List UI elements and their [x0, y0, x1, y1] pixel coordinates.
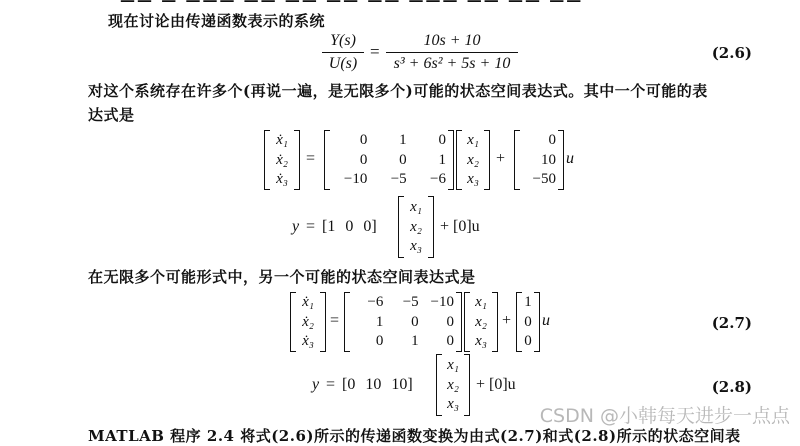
output-y: y	[312, 376, 320, 393]
a31: 0	[375, 332, 384, 349]
plus-sign: +	[502, 312, 512, 329]
xdot-vector-2	[290, 292, 326, 352]
eq28-number: (2.8)	[711, 378, 752, 396]
equals-sign: =	[306, 150, 316, 167]
x2: x₂	[447, 376, 459, 393]
a13: −10	[430, 294, 454, 311]
xdot1: ẋ₁	[276, 132, 288, 149]
bracket-right	[534, 292, 540, 352]
x3: x₃	[410, 238, 422, 255]
bracket-right	[448, 130, 454, 190]
x3: x₃	[447, 396, 459, 413]
equals-sign: =	[306, 218, 316, 235]
x1: x₁	[467, 132, 479, 149]
output-y: y	[292, 218, 300, 235]
equals-sign: =	[330, 312, 340, 329]
b2: 10	[541, 151, 556, 168]
b3: 0	[524, 332, 532, 349]
a22: 0	[411, 313, 419, 330]
x3: x₃	[475, 332, 487, 349]
fraction-bar	[386, 52, 518, 53]
feedthrough-term-2: + [0]u	[476, 376, 516, 393]
matrix-A-1	[324, 130, 454, 190]
bracket-left	[436, 354, 442, 416]
matrix-C-2: [0 10 10]	[342, 376, 413, 393]
a12: 1	[399, 132, 407, 149]
paragraph-1-line-2: 达式是	[88, 106, 135, 124]
intro-text: 现在讨论由传递函数表示的系统	[108, 12, 326, 30]
csdn-watermark: CSDN @小韩每天进步一点点	[539, 405, 790, 427]
bracket-left	[290, 292, 296, 352]
b1: 1	[524, 294, 532, 311]
a31: −10	[343, 170, 368, 187]
eq26-rhs-numerator: 10s + 10	[423, 32, 481, 49]
x-vector-2	[464, 292, 498, 352]
feedthrough-term-1: + [0]u	[440, 218, 480, 235]
a12: −5	[402, 294, 419, 311]
bracket-right	[484, 130, 490, 190]
eq26-lhs-denominator: U(s)	[328, 55, 358, 72]
cropped-top-line	[120, 0, 680, 3]
xdot-vector-1	[264, 130, 300, 190]
x1: x₁	[410, 198, 422, 215]
x3: x₃	[467, 170, 479, 187]
bottom-paragraph: MATLAB 程序 2.4 将式(2.6)所示的传递函数变换为由式(2.7)和式(2.8)所示的状态空间表	[88, 427, 741, 445]
a11: −6	[367, 294, 384, 311]
x-vector-2b	[436, 354, 470, 416]
bracket-right	[428, 196, 434, 258]
bracket-right	[294, 130, 300, 190]
bracket-right	[320, 292, 326, 352]
input-u: u	[566, 150, 574, 167]
equals-sign: =	[326, 376, 336, 393]
bracket-left	[264, 130, 270, 190]
equals-sign: =	[370, 42, 380, 61]
eq26-lhs-fraction	[322, 32, 364, 73]
bracket-left	[324, 130, 330, 190]
a11: 0	[359, 132, 368, 149]
plus-sign: +	[496, 150, 506, 167]
eq27-number: (2.7)	[711, 314, 752, 332]
paragraph-1-line-1: 对这个系统存在许多个(再说一遍，是无限多个)可能的状态空间表达式。其中一个可能的表	[88, 82, 708, 100]
x2: x₂	[467, 151, 479, 168]
bracket-left	[514, 130, 520, 190]
xdot2: ẋ₂	[302, 313, 314, 330]
bracket-left	[398, 196, 404, 258]
eq26-lhs-numerator: Y(s)	[330, 32, 356, 49]
a13: 0	[438, 132, 446, 149]
x2: x₂	[475, 313, 487, 330]
fraction-bar	[322, 52, 364, 53]
x-vector-1b	[398, 196, 434, 258]
b3: −50	[532, 170, 556, 187]
a33: −6	[430, 170, 446, 187]
input-u: u	[542, 312, 550, 329]
xdot1: ẋ₁	[302, 294, 314, 311]
x-vector-1	[456, 130, 490, 190]
bracket-right	[558, 130, 564, 190]
bracket-right	[456, 292, 462, 352]
eq26-number: (2.6)	[711, 44, 752, 62]
b1: 0	[548, 132, 556, 149]
bracket-right	[492, 292, 498, 352]
a23: 1	[438, 151, 446, 168]
matrix-A-2	[344, 292, 462, 352]
x1: x₁	[475, 294, 487, 311]
xdot3: ẋ₃	[302, 332, 314, 349]
paragraph-2: 在无限多个可能形式中，另一个可能的状态空间表达式是	[88, 268, 476, 286]
eq26-rhs-denominator: s³ + 6s² + 5s + 10	[393, 55, 511, 72]
matrix-C-1: [1 0 0]	[322, 218, 377, 235]
bracket-left	[456, 130, 462, 190]
bracket-left	[464, 292, 470, 352]
vector-B-1	[514, 130, 564, 190]
bracket-left	[344, 292, 350, 352]
a22: 0	[399, 151, 407, 168]
eq26-rhs-fraction	[386, 32, 518, 73]
a23: 0	[446, 313, 454, 330]
a33: 0	[446, 332, 454, 349]
a32: 1	[411, 332, 419, 349]
x2: x₂	[410, 218, 422, 235]
vector-B-2	[516, 292, 540, 352]
xdot2: ẋ₂	[276, 151, 288, 168]
x1: x₁	[447, 356, 459, 373]
a32: −5	[390, 170, 407, 187]
a21: 1	[375, 313, 384, 330]
xdot3: ẋ₃	[276, 170, 288, 187]
bracket-right	[464, 354, 470, 416]
b2: 0	[524, 313, 532, 330]
a21: 0	[359, 151, 368, 168]
